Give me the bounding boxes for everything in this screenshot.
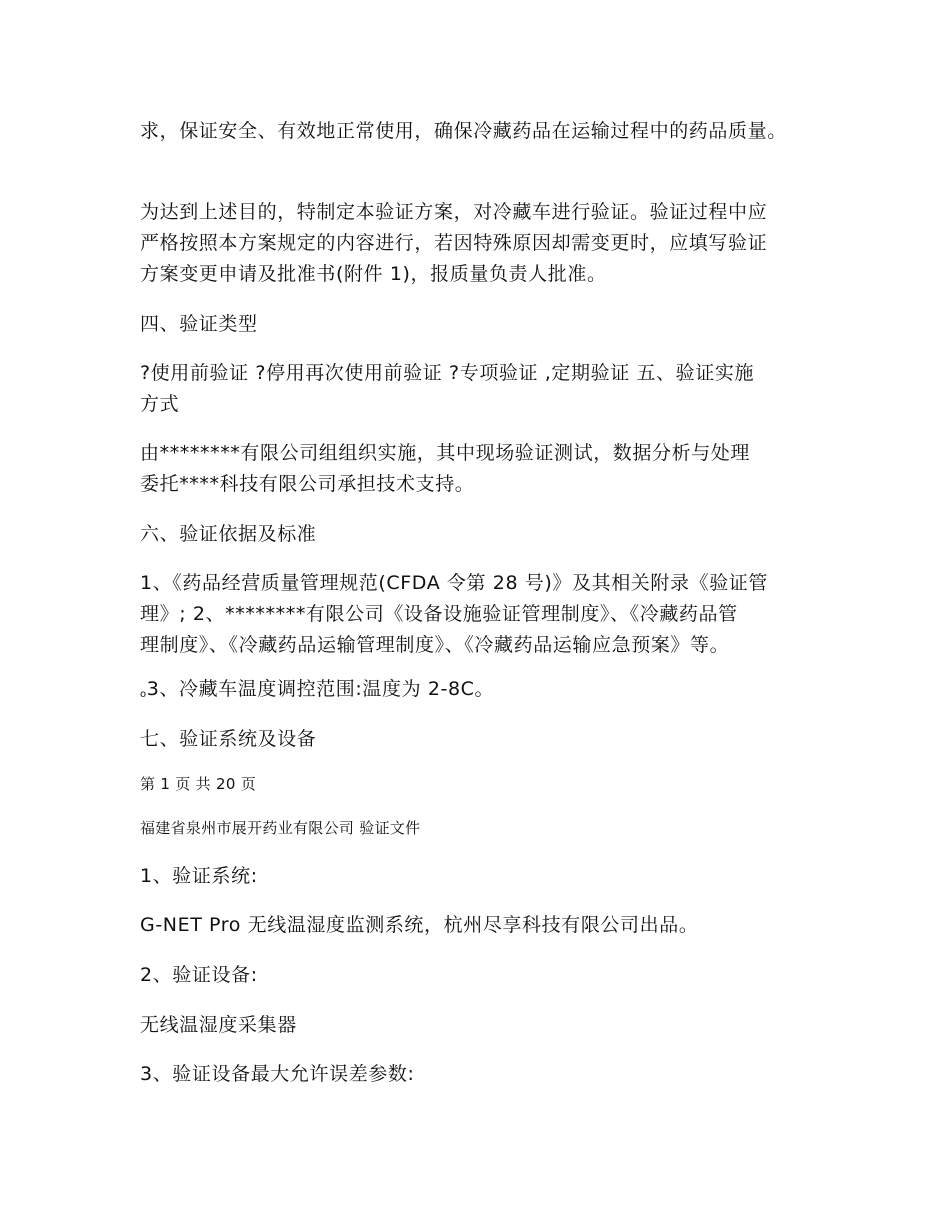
text-line: 方案变更申请及批准书(附件 1)，报质量负责人批准。 xyxy=(140,263,607,285)
text-line: 1、《药品经营质量管理规范(CFDA 令第 28 号)》及其相关附录《验证管 xyxy=(140,572,768,594)
section-heading-validation-type: 四、验证类型 xyxy=(140,313,258,335)
text-line: 3、冷藏车温度调控范围:温度为 2-8C。 xyxy=(146,678,495,700)
subheading-validation-system: 1、验证系统: xyxy=(140,865,258,887)
paragraph-standards-list xyxy=(140,568,830,661)
text-line: 求，保证安全、有效地正常使用，确保冷藏药品在运输过程中的药品质量。 xyxy=(140,120,787,142)
paragraph-system-description: G-NET Pro 无线温湿度监测系统，杭州尽享科技有限公司出品。 xyxy=(140,914,699,936)
paragraph-implementation xyxy=(140,438,830,500)
paragraph-plan-intro xyxy=(140,197,830,290)
text-line: 委托****科技有限公司承担技术支持。 xyxy=(140,473,475,495)
page-footer-number: 第 1 页 共 20 页 xyxy=(140,775,257,793)
text-line: 由********有限公司组组织实施，其中现场验证测试，数据分析与处理 xyxy=(140,442,751,464)
subheading-validation-equipment: 2、验证设备: xyxy=(140,964,258,986)
page-header-company: 福建省泉州市展开药业有限公司 验证文件 xyxy=(140,819,421,837)
paragraph-validation-types xyxy=(140,358,830,420)
section-heading-system-equipment: 七、验证系统及设备 xyxy=(140,728,317,750)
text-line: 为达到上述目的，特制定本验证方案，对冷藏车进行验证。验证过程中应 xyxy=(140,201,768,223)
paragraph-equipment-description: 无线温湿度采集器 xyxy=(140,1014,297,1036)
text-line: 严格按照本方案规定的内容进行，若因特殊原因却需变更时，应填写验证 xyxy=(140,232,768,254)
section-heading-basis-standards: 六、验证依据及标准 xyxy=(140,523,317,545)
subheading-error-parameters: 3、验证设备最大允许误差参数: xyxy=(140,1063,415,1085)
text-line: 方式 xyxy=(140,393,180,415)
paragraph-purpose-end xyxy=(140,116,830,147)
text-line: 理》; 2、********有限公司《设备设施验证管理制度》、《冷藏药品管 xyxy=(140,603,738,625)
paragraph-temperature-range xyxy=(140,674,830,710)
text-line: 理制度》、《冷藏药品运输管理制度》、《冷藏药品运输应急预案》等。 xyxy=(140,634,730,656)
text-line: ?使用前验证 ?停用再次使用前验证 ?专项验证 ,定期验证 五、验证实施 xyxy=(140,362,755,384)
stray-mark: o xyxy=(140,689,147,700)
